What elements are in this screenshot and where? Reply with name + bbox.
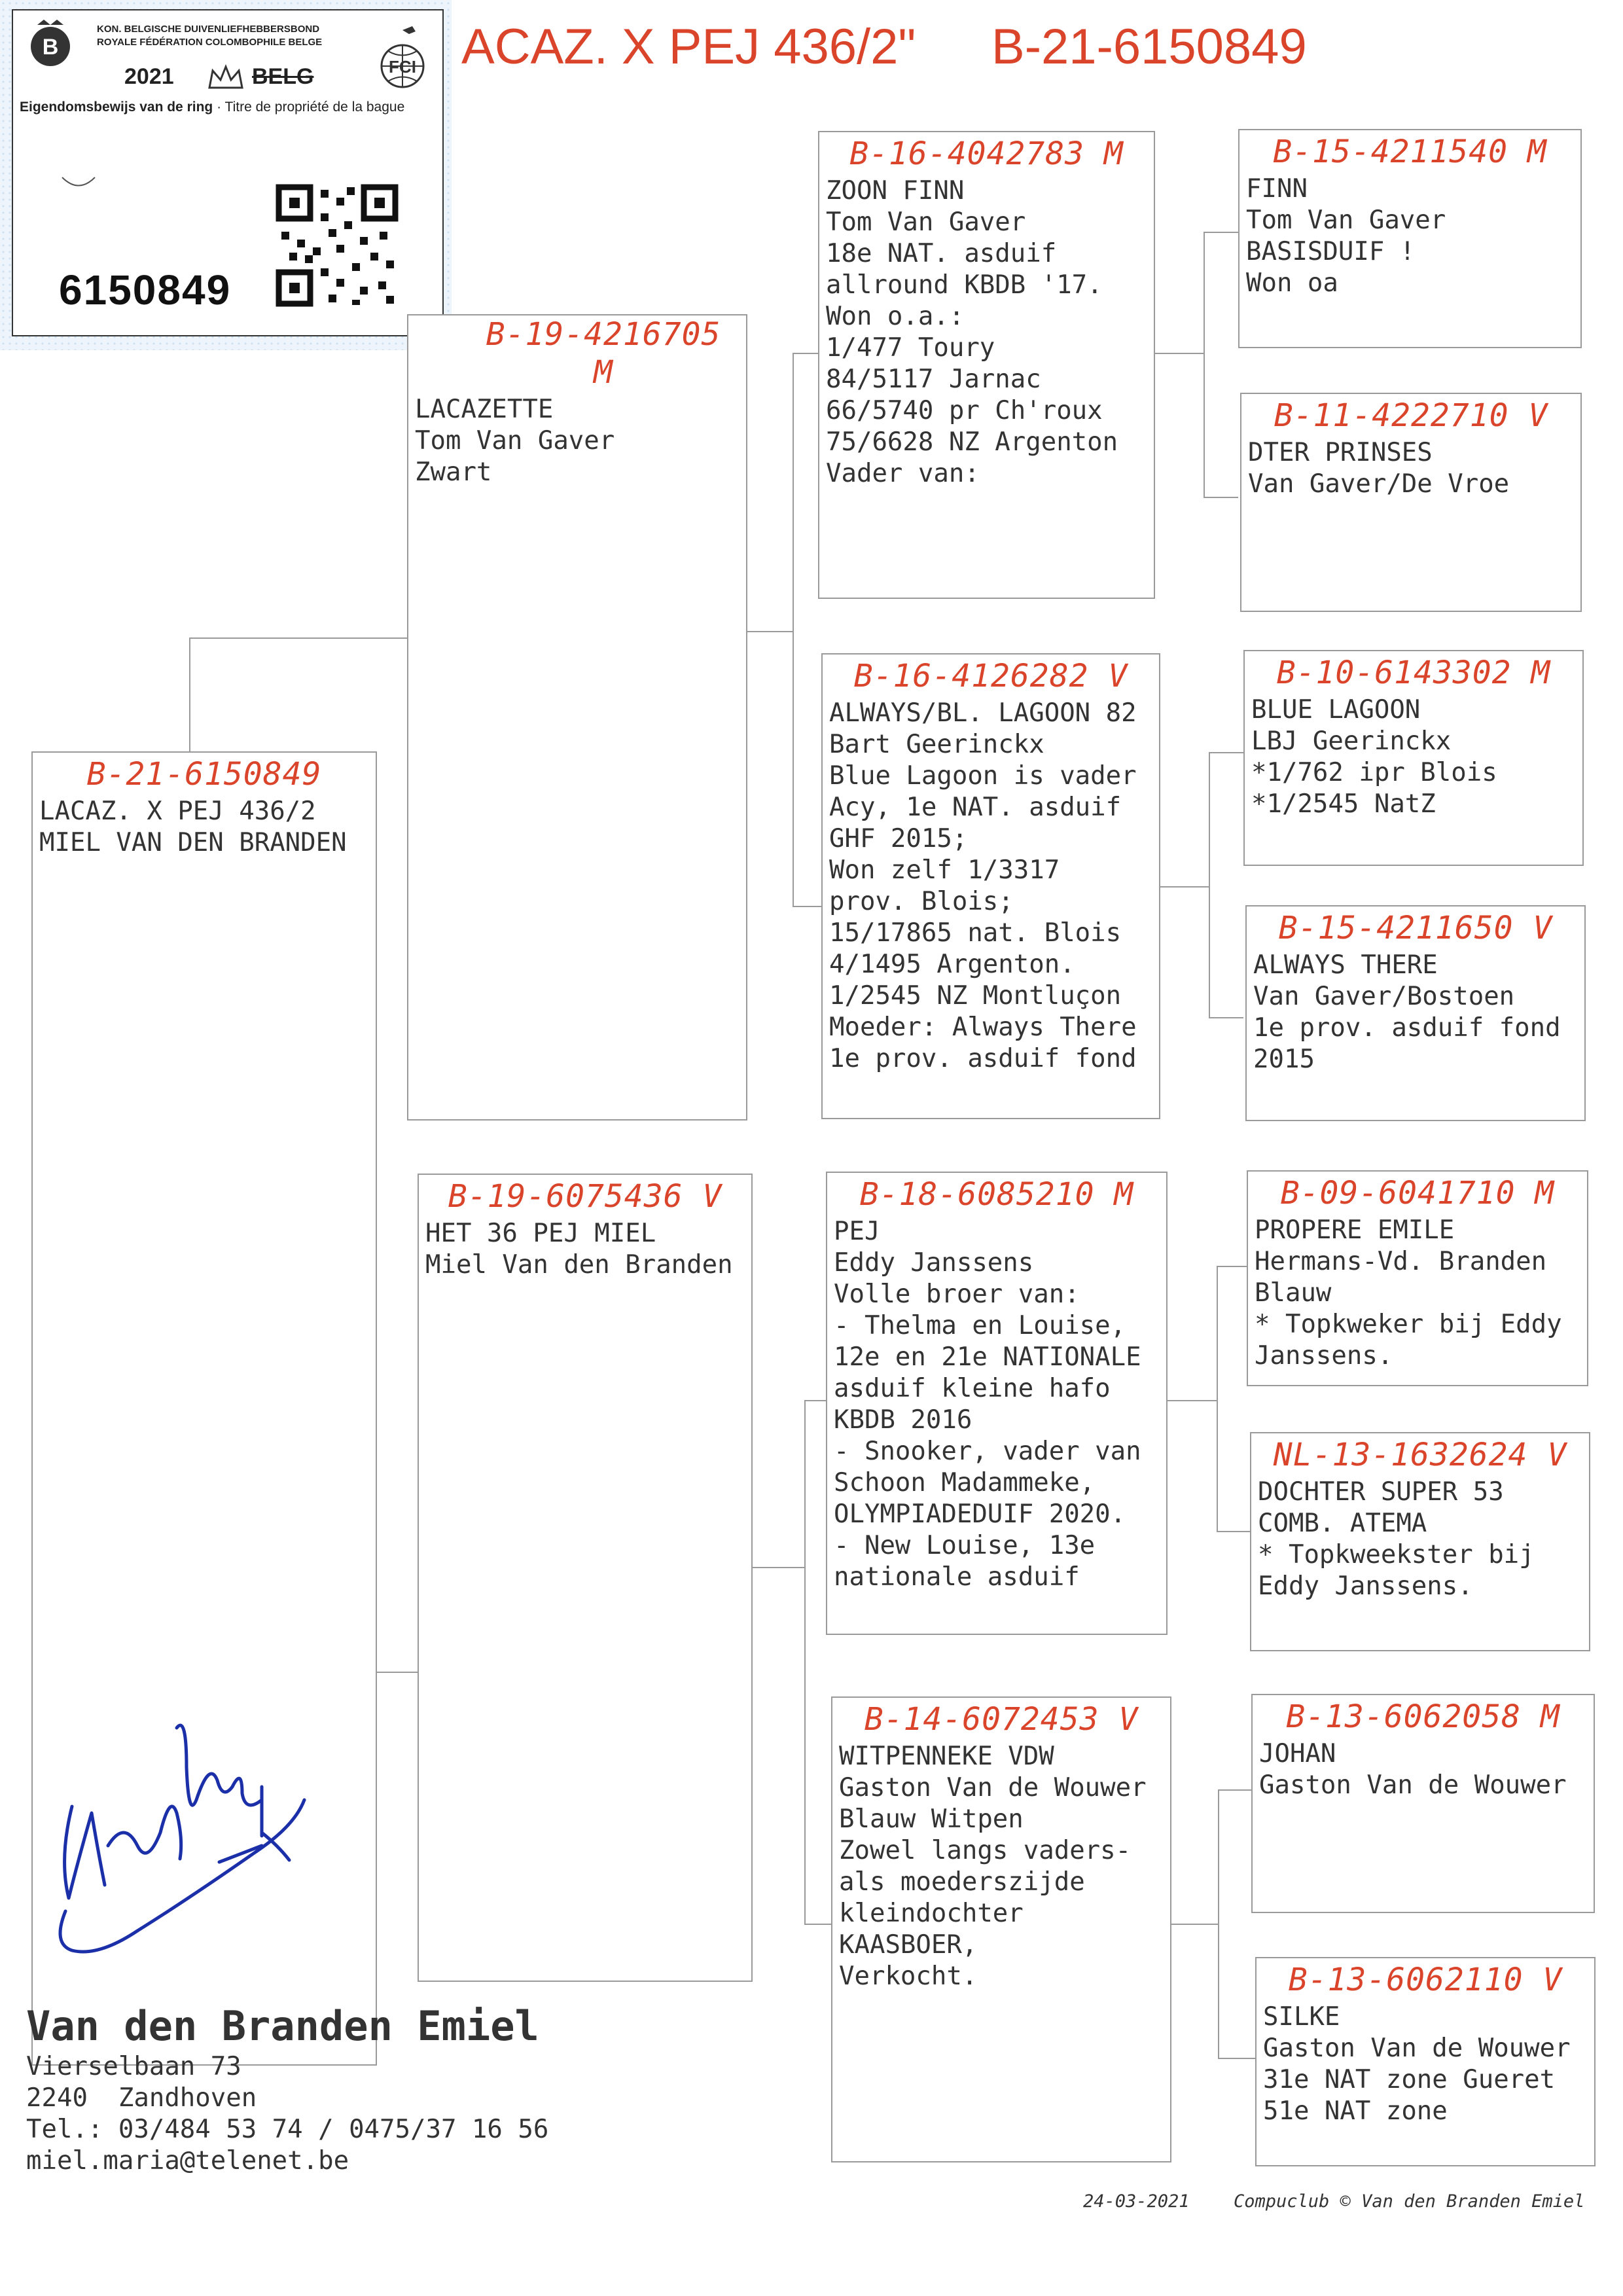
org-name-fr: ROYALE FÉDÉRATION COLOMBOPHILE BELGE — [97, 37, 323, 48]
note-line: * Topkweker bij Eddy — [1255, 1310, 1562, 1339]
kbdb-logo-icon — [27, 17, 73, 69]
note-line: Janssens. — [1255, 1341, 1393, 1371]
handwritten-signature — [46, 1689, 321, 1977]
note-line: * Topkweekster bij — [1258, 1540, 1535, 1570]
hole-mark-icon — [59, 174, 98, 194]
owner-email: miel.maria@telenet.be — [26, 2146, 349, 2176]
note-line: Won zelf 1/3317 — [829, 855, 1060, 885]
qr-code-icon — [275, 183, 399, 308]
ring-number: B-19-6075436 V — [448, 1178, 722, 1215]
breeder: LBJ Geerinckx — [1251, 726, 1452, 756]
breeder: Hermans-Vd. Branden — [1255, 1247, 1547, 1276]
pigeon-name: HET 36 PEJ MIEL — [425, 1219, 656, 1248]
note-line: Zwart — [415, 457, 492, 487]
pedigree-title: ACAZ. X PEJ 436/2" — [461, 19, 916, 75]
pigeon-name: FINN — [1246, 174, 1308, 204]
note-line: - Thelma en Louise, — [834, 1311, 1126, 1340]
pigeon-box-dam — [418, 1174, 753, 1982]
org-name-nl: KON. BELGISCHE DUIVENLIEFHEBBERSBOND — [97, 24, 320, 35]
note-line: 51e NAT zone — [1263, 2096, 1448, 2126]
pigeon-name: ALWAYS/BL. LAGOON 82 — [829, 698, 1137, 728]
ownership-caption: Eigendomsbewijs van de ring · Titre de propriété de la bague — [20, 99, 405, 115]
note-line: 4/1495 Argenton. — [829, 950, 1075, 979]
note-line: 75/6628 NZ Argenton — [826, 427, 1118, 457]
note-line: KBDB 2016 — [834, 1405, 972, 1435]
owner-city: 2240 Zandhoven — [26, 2083, 257, 2113]
ring-card-number: 6150849 — [59, 266, 232, 314]
owner-contact-block — [26, 2001, 548, 2177]
note-line: *1/2545 NatZ — [1251, 789, 1436, 819]
note-line: 84/5117 Jarnac — [826, 365, 1041, 394]
pigeon-name: BLUE LAGOON — [1251, 695, 1421, 725]
note-line: 1/2545 NZ Montluçon — [829, 981, 1122, 1011]
pigeon-name: PROPERE EMILE — [1255, 1215, 1455, 1245]
breeder: Van Gaver/De Vroe — [1248, 469, 1510, 499]
pigeon-box-sire — [407, 314, 747, 1121]
note-line: nationale asduif — [834, 1562, 1080, 1592]
note-line: 12e en 21e NATIONALE — [834, 1342, 1141, 1372]
ring-country: BELG — [252, 64, 314, 89]
ring-number: B-09-6041710 M — [1280, 1175, 1555, 1211]
note-line: - New Louise, 13e — [834, 1531, 1096, 1560]
note-line: prov. Blois; — [829, 887, 1014, 916]
ring-card-face — [12, 9, 444, 336]
note-line: Acy, 1e NAT. asduif — [829, 793, 1122, 822]
note-line: Verkocht. — [839, 1962, 978, 1991]
note-line: 1e prov. asduif fond — [829, 1044, 1137, 1073]
note-line: 66/5740 pr Ch'roux — [826, 396, 1103, 425]
note-line: Blue Lagoon is vader — [829, 761, 1137, 791]
pigeon-box-dds — [1251, 1694, 1595, 1913]
ring-number: B-19-4216705 M — [486, 316, 721, 391]
breeder: COMB. ATEMA — [1258, 1509, 1427, 1538]
pigeon-name: ZOON FINN — [826, 176, 965, 206]
note-line: Moeder: Always There — [829, 1013, 1137, 1042]
ring-number: B-11-4222710 V — [1274, 397, 1548, 434]
pigeon-name: WITPENNEKE VDW — [839, 1742, 1054, 1771]
breeder: Gaston Van de Wouwer — [1263, 2034, 1571, 2063]
ring-number: B-14-6072453 V — [864, 1701, 1139, 1738]
pigeon-name: JOHAN — [1259, 1739, 1336, 1768]
note-line: 15/17865 nat. Blois — [829, 918, 1122, 948]
breeder: Bart Geerinckx — [829, 730, 1044, 759]
software-credit: Compuclub © Van den Branden Emiel — [1234, 2191, 1585, 2212]
note-line: Schoon Madammeke, — [834, 1468, 1096, 1498]
ring-number: B-16-4042783 M — [849, 135, 1124, 172]
note-line: *1/762 ipr Blois — [1251, 758, 1497, 787]
breeder: Tom Van Gaver — [826, 207, 1026, 237]
pigeon-name: LACAZETTE — [415, 395, 554, 424]
note-line: 2015 — [1253, 1045, 1315, 1074]
note-line: asduif kleine hafo — [834, 1374, 1111, 1403]
ring-number: B-21-6150849 — [86, 756, 322, 793]
note-line: Won o.a.: — [826, 302, 965, 331]
breeder: Eddy Janssens — [834, 1248, 1034, 1278]
ring-ownership-card — [0, 0, 452, 350]
pigeon-box-sds — [1243, 650, 1584, 866]
note-line: als moederszijde — [839, 1867, 1085, 1897]
note-line: - Snooker, vader van — [834, 1437, 1141, 1466]
note-line: OLYMPIADEDUIF 2020. — [834, 1499, 1126, 1529]
pigeon-box-sdd — [1245, 905, 1586, 1121]
note-line: BASISDUIF ! — [1246, 237, 1416, 266]
breeder: Gaston Van de Wouwer — [839, 1773, 1147, 1803]
note-line: kleindochter — [839, 1899, 1024, 1928]
print-date: 24-03-2021 — [1083, 2191, 1190, 2212]
pigeon-box-dsd — [1250, 1432, 1590, 1651]
pigeon-box-sire-sire — [818, 131, 1155, 599]
pigeon-name: SILKE — [1263, 2002, 1340, 2032]
pigeon-name: DOCHTER SUPER 53 — [1258, 1477, 1504, 1507]
ring-number: B-10-6143302 M — [1276, 655, 1551, 691]
note-line: 1/477 Toury — [826, 333, 995, 363]
pigeon-box-dam-dam — [831, 1696, 1171, 2162]
owner-name: Van den Branden Emiel — [26, 2002, 539, 2050]
breeder: Tom Van Gaver — [415, 426, 615, 456]
ring-number: NL-13-1632624 V — [1273, 1437, 1567, 1473]
note-line: Won oa — [1246, 268, 1338, 298]
kbdb-logo-letter: B — [42, 35, 59, 60]
pigeon-box-ddd — [1255, 1957, 1596, 2166]
owner-phone: Tel.: 03/484 53 74 / 0475/37 16 56 — [26, 2115, 549, 2144]
note-line: allround KBDB '17. — [826, 270, 1103, 300]
note-line: Vader van: — [826, 459, 980, 488]
pedigree-ring-number: B-21-6150849 — [991, 19, 1307, 75]
ownership-caption-nl: Eigendomsbewijs van de ring — [20, 99, 213, 115]
ring-number: B-15-4211650 V — [1278, 910, 1553, 946]
pigeon-box-sss — [1238, 129, 1582, 348]
ownership-caption-fr: Titre de propriété de la bague — [224, 99, 405, 115]
note-line: KAASBOER, — [839, 1930, 978, 1960]
ring-year: 2021 — [124, 64, 174, 89]
note-line: GHF 2015; — [829, 824, 968, 853]
note-line: 31e NAT zone Gueret — [1263, 2065, 1556, 2094]
ring-number: B-13-6062058 M — [1286, 1698, 1560, 1735]
pigeon-name: LACAZ. X PEJ 436/2 — [39, 797, 316, 826]
pigeon-name: ALWAYS THERE — [1253, 950, 1438, 980]
pigeon-name: DTER PRINSES — [1248, 438, 1433, 467]
pigeon-box-sire-dam — [821, 653, 1160, 1119]
fci-logo-text: FCI — [389, 57, 416, 77]
pigeon-box-dam-sire — [826, 1172, 1168, 1635]
note-line: Blauw Witpen — [839, 1804, 1024, 1834]
fci-globe-icon — [350, 17, 435, 89]
pigeon-box-dss — [1247, 1170, 1588, 1386]
ring-number: B-18-6085210 M — [859, 1176, 1134, 1213]
note-line: 1e prov. asduif fond — [1253, 1013, 1561, 1043]
pigeon-box-ssd — [1240, 393, 1582, 612]
breeder: Tom Van Gaver — [1246, 206, 1446, 235]
owner-street: Vierselbaan 73 — [26, 2052, 241, 2081]
note-line: Volle broer van: — [834, 1280, 1080, 1309]
note-line: Eddy Janssens. — [1258, 1571, 1473, 1601]
note-line: Blauw — [1255, 1278, 1332, 1308]
breeder: MIEL VAN DEN BRANDEN — [39, 828, 347, 857]
ring-number: B-13-6062110 V — [1288, 1962, 1563, 1998]
crown-icon — [206, 63, 245, 92]
pigeon-name: PEJ — [834, 1217, 880, 1246]
ring-number: B-16-4126282 V — [853, 658, 1128, 694]
breeder: Gaston Van de Wouwer — [1259, 1770, 1567, 1800]
note-line: Zowel langs vaders- — [839, 1836, 1132, 1865]
note-line: 18e NAT. asduif — [826, 239, 1057, 268]
breeder: Miel Van den Branden — [425, 1250, 733, 1280]
breeder: Van Gaver/Bostoen — [1253, 982, 1515, 1011]
ring-number: B-15-4211540 M — [1273, 134, 1547, 170]
